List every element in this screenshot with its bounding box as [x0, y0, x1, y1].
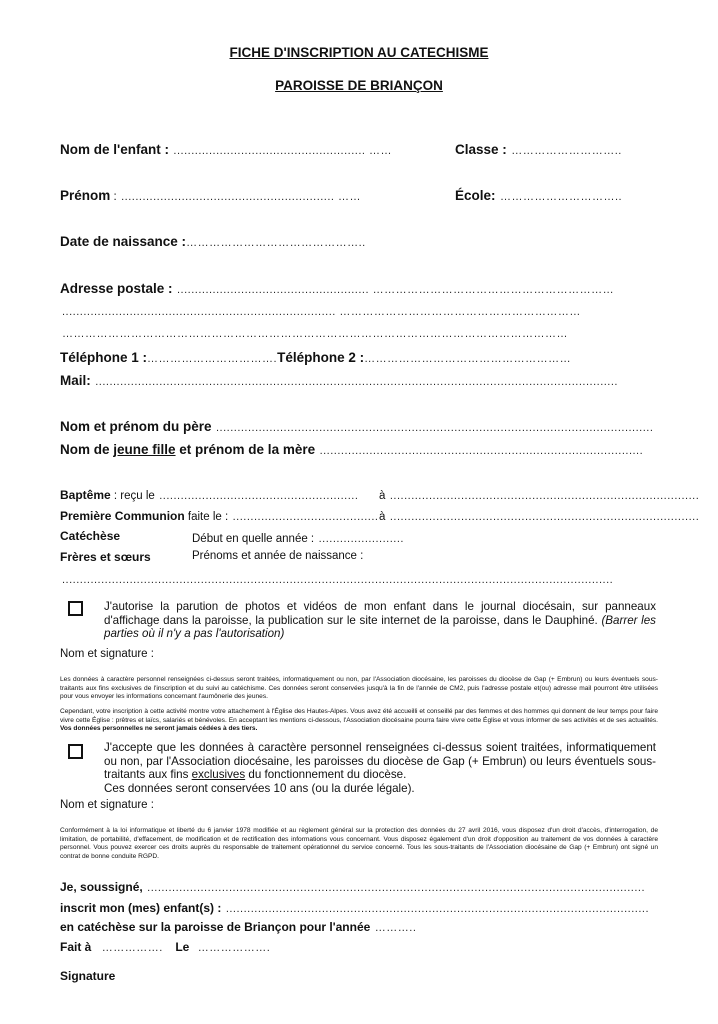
legal-notice-3: Conformément à la loi informatique et liberté du 6 janvier 1978 modifiée et au règlement général sur la protection des données du 27 avril 2016, vous disposez d'un droit d'accès, d'interrogation, de limitation, de portabilité, d'effacement, de modification et de rectification des informations vous concernant. Vous disposez également d'un droit d'opposition au traitement de vos données à caractère personnel. Vous pouvez exercer ces droits auprès du responsable de traitement opérationnel du service concerné. Tous les sous-traitants de l'Association diocésaine de Gap (+ Embrun) ont signé un contrat de bonne conduite RGPD. — [60, 827, 658, 860]
baptism-place-at: à — [379, 490, 386, 502]
school-row — [455, 187, 622, 205]
mother-row — [60, 441, 643, 459]
communion-place-row — [379, 507, 699, 525]
address-label: Adresse postale : — [60, 281, 173, 296]
mother-label-start: Nom de — [60, 442, 114, 457]
phone1-field[interactable]: ……………………………. — [147, 353, 278, 365]
undersigned-label: Je, soussigné, — [60, 880, 143, 894]
mail-field[interactable]: ................................................................................................................................................... — [95, 376, 618, 388]
data-consent-retention: Ces données seront conservées 10 ans (ou la durée légale). — [104, 781, 415, 795]
mail-row — [60, 372, 618, 390]
place-date-row — [60, 938, 270, 956]
address-row — [60, 280, 614, 298]
parish-subtitle: PAROISSE DE BRIANÇON — [275, 78, 443, 93]
siblings-label: Frères et sœurs — [60, 550, 151, 564]
enrolled-field[interactable]: ....................................................................................................................... — [225, 903, 649, 915]
year-row — [60, 918, 416, 936]
birthdate-row — [60, 233, 366, 251]
enrolled-row — [60, 899, 649, 917]
communion-date-field[interactable]: ......................................... — [232, 511, 379, 523]
catechesis-text: Début en quelle année : — [192, 533, 315, 545]
mother-label-end: et prénom de la mère — [175, 442, 316, 457]
baptism-text: : reçu le — [110, 490, 155, 502]
photo-consent-checkbox[interactable] — [68, 601, 83, 616]
photo-consent-body: J'autorise la parution de photos et vidéos de mon enfant dans le journal diocésain, sur panneaux d'affichage dans la paroisse, la publication sur le site internet de la paroisse, dans le Dauphiné. — [104, 600, 656, 627]
phone2-field[interactable]: ……………………………………………… — [364, 353, 572, 365]
child-name-row — [60, 141, 392, 159]
siblings-text: Prénoms et année de naissance : — [192, 550, 364, 562]
address-field-line3[interactable]: …………………………………………………………………………………………………………………… — [62, 328, 568, 340]
mail-label: Mail: — [60, 373, 91, 388]
class-label: Classe : — [455, 142, 507, 157]
signature-label: Signature — [60, 969, 116, 983]
enrolled-label: inscrit mon (mes) enfant(s) : — [60, 901, 222, 915]
first-name-field[interactable]: ............................................................ …… — [121, 191, 362, 203]
catechesis-label: Catéchèse — [60, 529, 121, 543]
phone2-label: Téléphone 2 : — [277, 350, 365, 365]
catechesis-field[interactable]: ........................ — [318, 533, 404, 545]
father-row — [60, 418, 653, 436]
data-consent-body: J'accepte que les données à caractère personnel renseignées ci-dessus soient traitées, informatiquement ou non, par l'Association diocésaine, les paroisses du diocèse de Gap (+ Embrun) ou leurs éventuels sous-traitants aux fins — [104, 741, 656, 782]
address-field-line2[interactable]: ............................................................................. ……………………………………………………… — [62, 306, 581, 318]
first-name-colon: : — [110, 191, 117, 203]
year-label: en catéchèse sur la paroisse de Briançon pour l'année — [60, 920, 371, 934]
photo-consent-note: (Barrer les parties où il n'y a pas l'autorisation) — [104, 613, 656, 641]
catechesis-row — [192, 529, 404, 547]
first-name-label: Prénom — [60, 188, 111, 203]
baptism-place-row — [379, 486, 699, 504]
photo-consent-text — [104, 600, 656, 641]
legal-notice-2 — [60, 708, 658, 734]
father-field[interactable]: ........................................................................................................................... — [215, 422, 654, 434]
done-at-field[interactable]: ……………. — [101, 942, 163, 954]
date-field[interactable]: ………………. — [197, 942, 271, 954]
child-name-label: Nom de l'enfant : — [60, 142, 169, 157]
data-consent-signature-label: Nom et signature : — [60, 799, 154, 811]
birthdate-field[interactable]: ……………………………………….. — [186, 237, 366, 249]
communion-text: faite le : — [184, 511, 229, 523]
year-field[interactable]: ……….. — [374, 922, 417, 934]
date-label: Le — [175, 940, 190, 954]
mother-label-maiden: jeune fille — [113, 442, 176, 457]
legal-notice-2-bold: Vos données personnelles ne seront jamais cédées à des tiers. — [60, 725, 258, 733]
birthdate-label: Date de naissance : — [60, 234, 187, 249]
siblings-field[interactable]: ........................................................................................................................................................... — [62, 574, 614, 586]
data-consent-text — [104, 741, 656, 795]
phone1-label: Téléphone 1 : — [60, 350, 148, 365]
school-field[interactable]: ………………………….. — [499, 191, 623, 203]
address-field-line1[interactable]: ...................................................... ……………………………………………………… — [177, 284, 615, 296]
mother-field[interactable]: ........................................................................................... — [319, 445, 644, 457]
undersigned-row — [60, 878, 645, 896]
baptism-place-field[interactable]: ....................................................................................... — [389, 490, 700, 502]
child-name-field[interactable]: ...................................................... …… — [173, 145, 393, 157]
baptism-date-field[interactable]: ........................................................ — [159, 490, 359, 502]
form-title: FICHE D'INSCRIPTION AU CATECHISME — [229, 45, 489, 60]
legal-notice-2-body: Cependant, votre inscription à cette activité montre votre attachement à l'Église des Hautes-Alpes. Vous avez été accueilli et conseillé par des femmes et des hommes qui donnent de leur temps pour faire vivre cette Église : prêtres et laïcs, salariés et bénévoles. En acceptant les mentions ci-dessous, l'Association diocésaine pourra faire vivre cette Église et vous informer de ses activités et de ses actualités. — [60, 708, 658, 724]
class-row — [455, 141, 622, 159]
legal-notice-1: Les données à caractère personnel renseignées ci-dessus seront traitées, informatiquement ou non, par l'Association diocésaine, les paroisses du diocèse de Gap (+ Embrun) ou leurs éventuels sous-traitants aux fins exclusives de l'inscription et du suivi au catéchisme. Ces données seront conservées jusqu'à la fin de l'année de CM2, puis l'adresse postale et(ou) adresse mail pourront être utilisées pour vous envoyer les informations concernant l'aumônerie des jeunes. — [60, 676, 658, 701]
school-label: École: — [455, 188, 496, 203]
communion-row — [60, 507, 378, 525]
undersigned-field[interactable]: ............................................................................................................................................ — [147, 882, 646, 894]
father-label: Nom et prénom du père — [60, 419, 212, 434]
communion-place-at: à — [379, 511, 386, 523]
data-consent-checkbox[interactable] — [68, 744, 83, 759]
data-consent-exclusive: exclusives — [191, 768, 246, 782]
done-at-label: Fait à — [60, 940, 92, 954]
photo-consent-signature-label: Nom et signature : — [60, 648, 154, 660]
baptism-row — [60, 486, 358, 504]
communion-place-field[interactable]: ....................................................................................... — [389, 511, 700, 523]
first-name-row — [60, 187, 361, 205]
class-field[interactable]: ……………………….. — [511, 145, 622, 157]
communion-label: Première Communion — [60, 509, 185, 523]
phone-row — [60, 349, 571, 367]
baptism-label: Baptême — [60, 488, 111, 502]
data-consent-purpose: du fonctionnement du diocèse. — [248, 768, 407, 782]
